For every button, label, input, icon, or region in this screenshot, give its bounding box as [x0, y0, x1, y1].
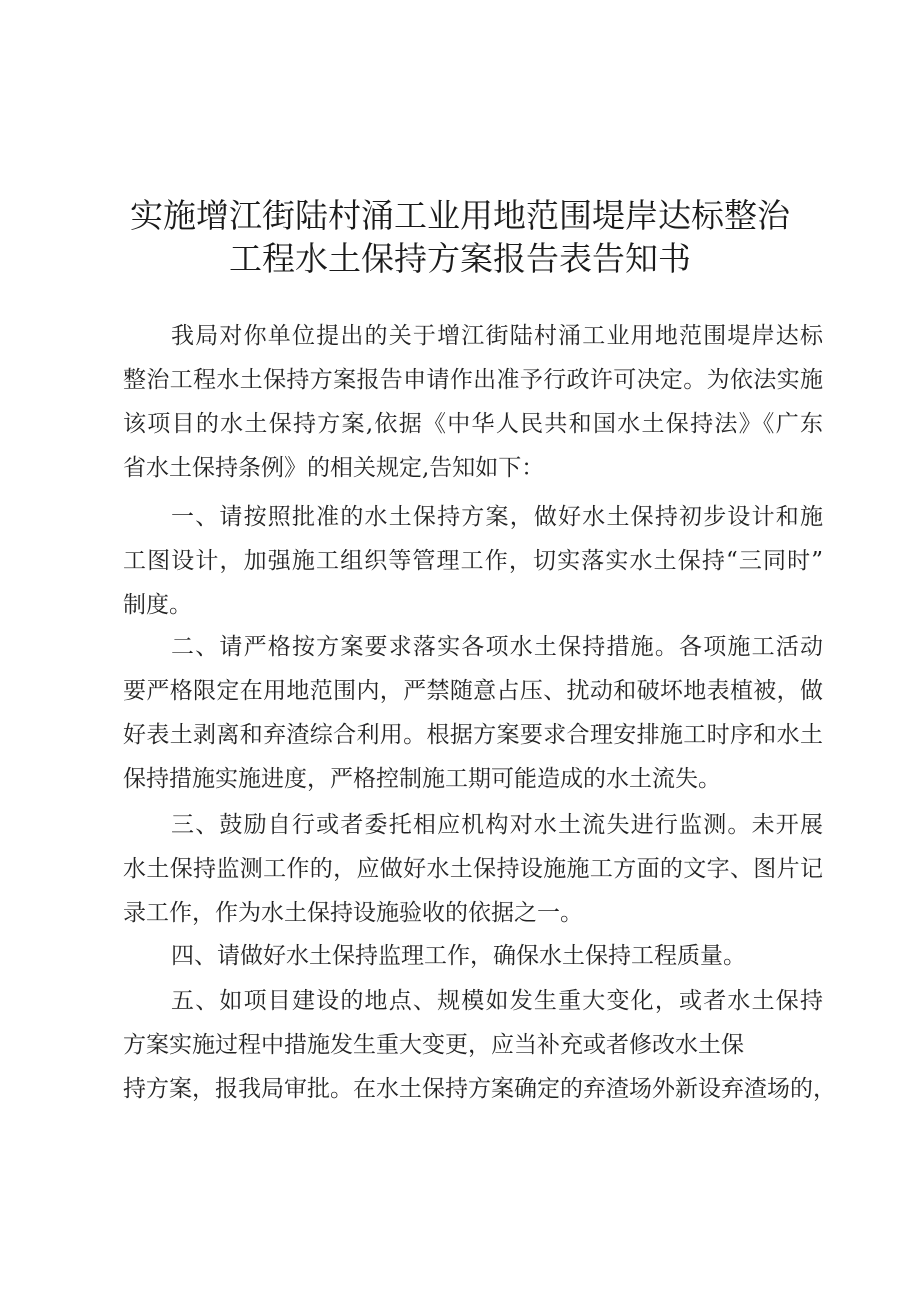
body-line: 五、如项目建设的地点、规模如发生重大变化，或者水土保持 — [171, 988, 823, 1014]
body-line: 我局对你单位提出的关于增江街陆村涌工业用地范围堤岸达标 — [171, 323, 823, 349]
body-line: 好表土剥离和弃渣综合利用。根据方案要求合理安排施工时序和水土 — [123, 722, 823, 748]
body-line: 制度。 — [123, 592, 192, 618]
body-line: 水土保持监测工作的，应做好水土保持设施施工方面的文字、图片记 — [123, 856, 823, 882]
body-line: 要严格限定在用地范围内，严禁随意占压、扰动和破坏地表植被，做 — [123, 678, 823, 704]
body-line: 录工作，作为水土保持设施验收的依据之一。 — [123, 900, 583, 926]
body-line: 持方案，报我局审批。在水土保持方案确定的弃渣场外新设弃渣场的， — [123, 1076, 836, 1102]
body-line: 省水土保持条例》的相关规定,告知如下： — [123, 455, 545, 481]
body-line: 该项目的水土保持方案,依据《中华人民共和国水土保持法》《广东 — [123, 411, 823, 437]
body-line: 整治工程水土保持方案报告申请作出准予行政许可决定。为依法实施 — [123, 367, 823, 393]
body-line: 三、鼓励自行或者委托相应机构对水土流失进行监测。未开展 — [171, 812, 823, 838]
body-line: 工图设计，加强施工组织等管理工作，切实落实水土保持“三同时” — [123, 548, 823, 574]
body-line: 四、请做好水土保持监理工作，确保水土保持工程质量。 — [171, 943, 746, 969]
body-line: 保持措施实施进度，严格控制施工期可能造成的水土流失。 — [123, 766, 721, 792]
body-line: 二、请严格按方案要求落实各项水土保持措施。各项施工活动 — [171, 634, 823, 660]
document-title-line-2: 工程水土保持方案报告表告知书 — [229, 239, 691, 278]
body-line: 一、请按照批准的水土保持方案，做好水土保持初步设计和施 — [171, 504, 823, 530]
body-line: 方案实施过程中措施发生重大变更，应当补充或者修改水土保 — [123, 1032, 744, 1058]
document-title-line-1: 实施增江街陆村涌工业用地范围堤岸达标整治 — [130, 196, 790, 235]
